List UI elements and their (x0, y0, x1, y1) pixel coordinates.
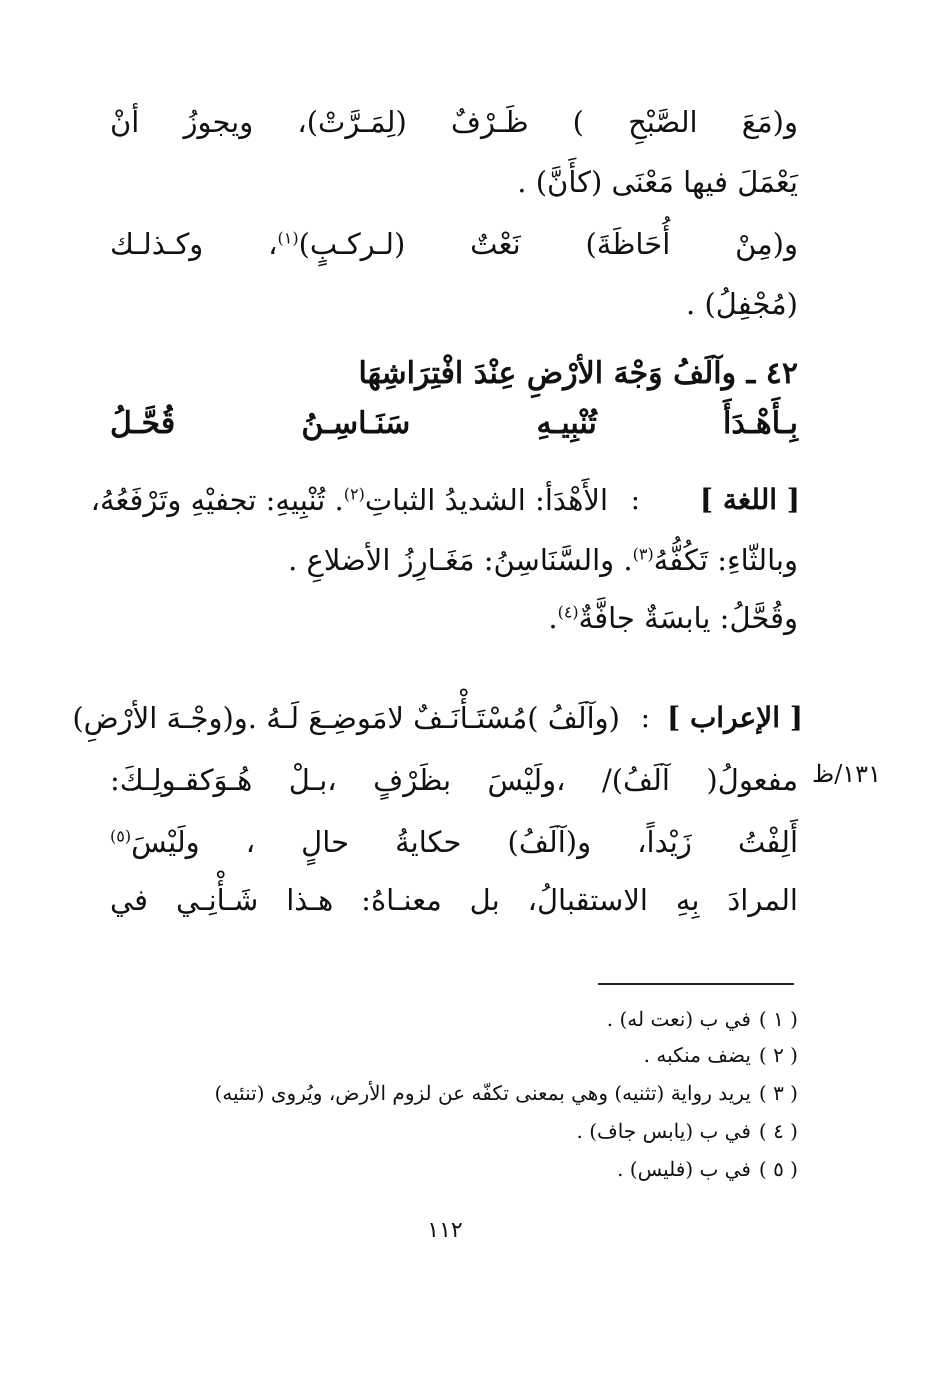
lugha-line-2 (288, 538, 798, 582)
irab-line-2: مفعولُ( آلَفُ)/ ،ولَيْسَ بظَرْفٍ ،بـلْ هُـوَكقـولِـكَ: (110, 763, 798, 797)
body-line-3-tail: ، وكـذلـك (110, 227, 278, 261)
body-line-2: يَعْمَلَ فيها مَعْنَى (كأَنَّ) . (517, 165, 798, 199)
irab-line-4: المرادَ بِهِ الاستقبالُ، بل معنـاهُ: هـذا شَـأْنِـي في (110, 883, 798, 917)
footnote-4-text: في ب (يابس جاف) . (576, 1119, 751, 1143)
footnote-4 (577, 1116, 798, 1146)
footnote-2-text: يضف منكبه . (643, 1043, 751, 1067)
body-line-3 (110, 222, 798, 266)
footnote-divider (598, 983, 794, 985)
body-line-4: (مُجْفِلُ) . (686, 287, 798, 321)
body-line-3-text: و(مِنْ أُحَاظَةَ) نَعْتٌ (لـركـبٍ) (298, 227, 798, 261)
footnote-3-text: يريد رواية (تثنيه) وهي بمعنى تكفّه عن لزوم الأرض، ويُروى (تنئيه) (214, 1081, 751, 1105)
footnote-5 (617, 1154, 798, 1184)
verse-line-1: ٤٢ ـ وآلَفُ وَجْهَ الأرْضِ عِنْدَ افْتِرَاشِهَا (358, 356, 798, 391)
irab-label: [ الإعراب ] (666, 701, 803, 734)
footnote-2 (644, 1040, 798, 1070)
page-number: ١١٢ (427, 1218, 463, 1243)
manuscript-folio-note: ١٣١/ظ (812, 760, 881, 788)
footnote-4-number: ( ٤ ) (758, 1119, 798, 1143)
lugha-line-3-text: وقُحَّلُ: يابسَةٌ جافَّةٌ (578, 601, 798, 635)
footnote-ref-3: (٣) (632, 544, 654, 564)
irab-colon: : (640, 701, 650, 734)
irab-line-1: (وآلَفُ )مُسْتَـأْنَـفٌ لامَوضِـعَ لَـهُ .و(وجْـهَ الأرْضِ) (72, 701, 620, 735)
footnote-2-number: ( ٢ ) (758, 1043, 798, 1067)
lugha-line-3 (548, 596, 798, 640)
lugha-line-2-text: وبالثّاءِ: تَكُفُّهُ (653, 543, 798, 577)
footnote-3-number: ( ٣ ) (758, 1081, 798, 1105)
irab-line-3 (110, 820, 798, 864)
lugha-line-3-tail: . (548, 601, 558, 635)
lugha-line-1 (91, 478, 608, 522)
footnote-5-text: في ب (فليس) . (617, 1157, 751, 1181)
footnote-3 (215, 1078, 798, 1108)
footnote-ref-5: (٥) (110, 826, 132, 846)
lugha-colon: : (630, 483, 640, 516)
body-line-1: و(مَعَ الصَّبْحِ ) ظَـرْفٌ (لِمَـرَّتْ)، ويجوزُ أنْ (110, 105, 798, 139)
footnote-1-number: ( ١ ) (758, 1007, 798, 1031)
lugha-label: [ اللغة ] (699, 483, 800, 516)
lugha-line-1-tail: . تُنْبِيهِ: تجفيْهِ وتَرْفَعُهُ، (90, 483, 344, 517)
lugha-line-1-text: الأَهْدَأ: الشديدُ الثباتِ (364, 483, 608, 517)
lugha-line-2-tail: . والسَّنَاسِنُ: مَغَـارِزُ الأضلاعِ . (288, 543, 633, 577)
footnote-ref-4: (٤) (557, 602, 579, 622)
verse-line-2: بِـأَهْـدَأَ تُنْبِيـهِ سَنَـاسِـنُ قُحَّـلُ (110, 406, 798, 441)
irab-line-3-text: أَلِفْتُ زَيْداً، و(آلَفُ) حكايةُ حالٍ ، ولَيْسَ (131, 825, 798, 859)
footnote-1 (607, 1004, 798, 1034)
footnote-1-text: في ب (نعت له) . (606, 1007, 751, 1031)
footnote-ref-2: (٢) (343, 484, 365, 504)
footnote-ref-1: (١) (277, 228, 299, 248)
footnote-5-number: ( ٥ ) (758, 1157, 798, 1181)
